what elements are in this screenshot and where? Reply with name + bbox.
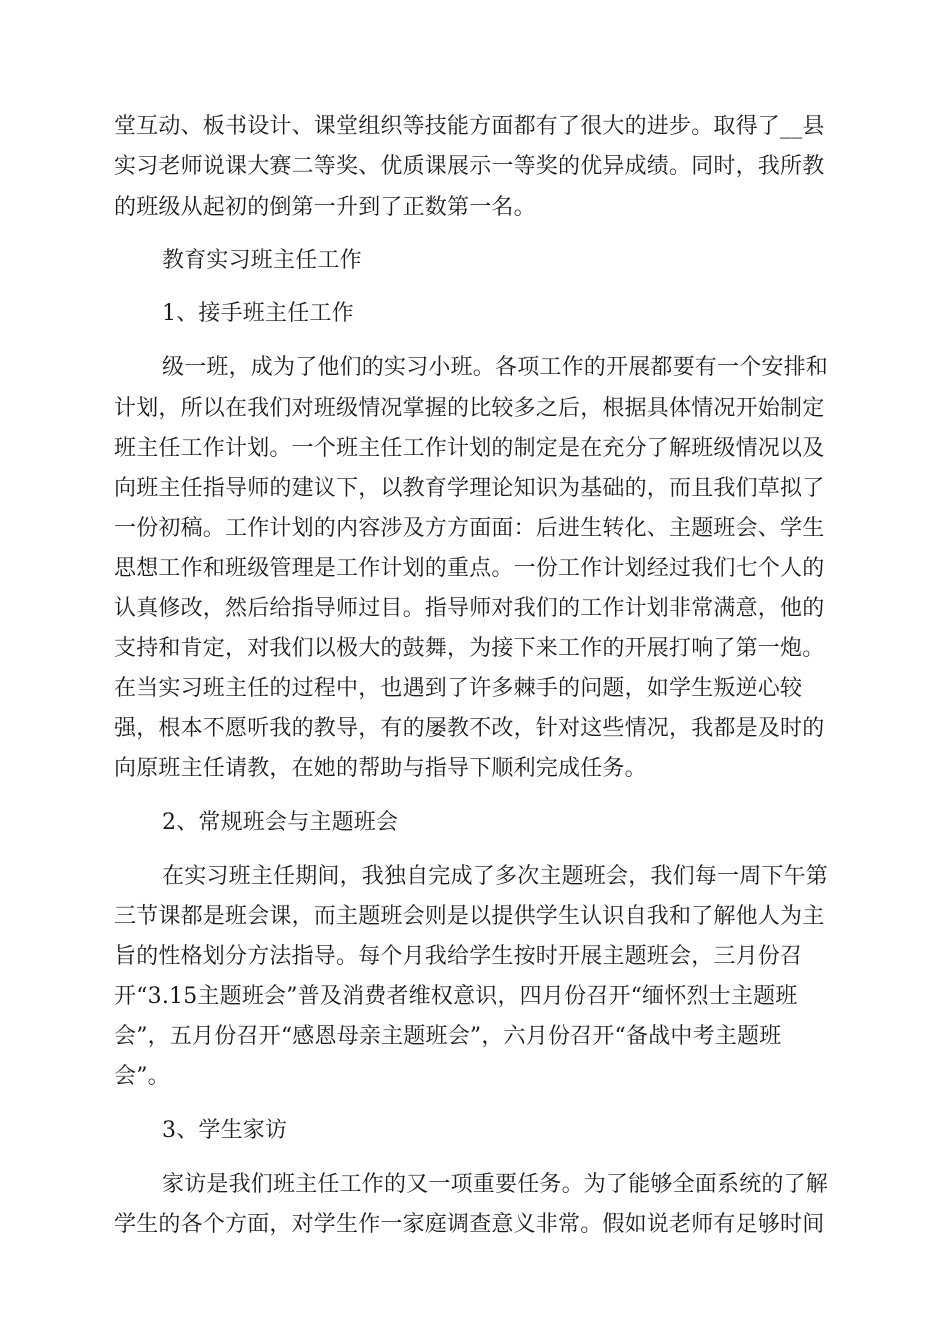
body-text-line: 向班主任指导师的建议下，以教育学理论知识为基础的，而且我们草拟了 bbox=[114, 476, 825, 501]
body-text-line: 级一班，成为了他们的实习小班。各项工作的开展都要有一个安排和 bbox=[162, 355, 829, 380]
body-text-line: 开“3.15主题班会”普及消费者维权意识，四月份召开“缅怀烈士主题班 bbox=[114, 984, 798, 1009]
subsection-heading: 1、接手班主任工作 bbox=[162, 301, 354, 326]
body-text-line: 计划，所以在我们对班级情况掌握的比较多之后，根据具体情况开始制定 bbox=[114, 396, 825, 421]
body-text-line: 旨的性格划分方法指导。每个月我给学生按时开展主题班会，三月份召 bbox=[114, 944, 803, 969]
body-text-line: 的班级从起初的倒第一升到了正数第一名。 bbox=[114, 195, 536, 220]
body-text-line: 班主任工作计划。一个班主任工作计划的制定是在充分了解班级情况以及 bbox=[114, 436, 825, 461]
body-text-line: 一份初稿。工作计划的内容涉及方方面面：后进生转化、主题班会、学生 bbox=[114, 516, 825, 541]
body-text-line: 向原班主任请教，在她的帮助与指导下顺利完成任务。 bbox=[114, 756, 647, 781]
body-text-line: 家访是我们班主任工作的又一项重要任务。为了能够全面系统的了解 bbox=[162, 1172, 829, 1197]
body-text-line: 认真修改，然后给指导师过目。指导师对我们的工作计划非常满意，他的 bbox=[114, 596, 825, 621]
body-text-line: 强，根本不愿听我的教导，有的屡教不改，针对这些情况，我都是及时的 bbox=[114, 716, 825, 741]
subsection-heading: 2、常规班会与主题班会 bbox=[162, 810, 399, 835]
body-text-line: 三节课都是班会课，而主题班会则是以提供学生认识自我和了解他人为主 bbox=[114, 904, 825, 929]
section-heading: 教育实习班主任工作 bbox=[162, 248, 362, 273]
body-text-line: 实习老师说课大赛二等奖、优质课展示一等奖的优异成绩。同时，我所教 bbox=[114, 154, 825, 179]
body-text-line: 在当实习班主任的过程中，也遇到了许多棘手的问题，如学生叛逆心较 bbox=[114, 676, 803, 701]
body-text-line: 会”，五月份召开“感恩母亲主题班会”，六月份召开“备战中考主题班 bbox=[114, 1024, 782, 1049]
body-text-line: 在实习班主任期间，我独自完成了多次主题班会，我们每一周下午第 bbox=[162, 864, 829, 889]
body-text-line: 堂互动、板书设计、课堂组织等技能方面都有了很大的进步。取得了__县 bbox=[114, 114, 825, 139]
body-text-line: 会”。 bbox=[114, 1064, 170, 1089]
body-text-line: 思想工作和班级管理是工作计划的重点。一份工作计划经过我们七个人的 bbox=[114, 556, 825, 581]
body-text-line: 学生的各个方面，对学生作一家庭调查意义非常。假如说老师有足够时间 bbox=[114, 1212, 825, 1237]
subsection-heading: 3、学生家访 bbox=[162, 1118, 288, 1143]
body-text-line: 支持和肯定，对我们以极大的鼓舞，为接下来工作的开展打响了第一炮。 bbox=[114, 636, 825, 661]
